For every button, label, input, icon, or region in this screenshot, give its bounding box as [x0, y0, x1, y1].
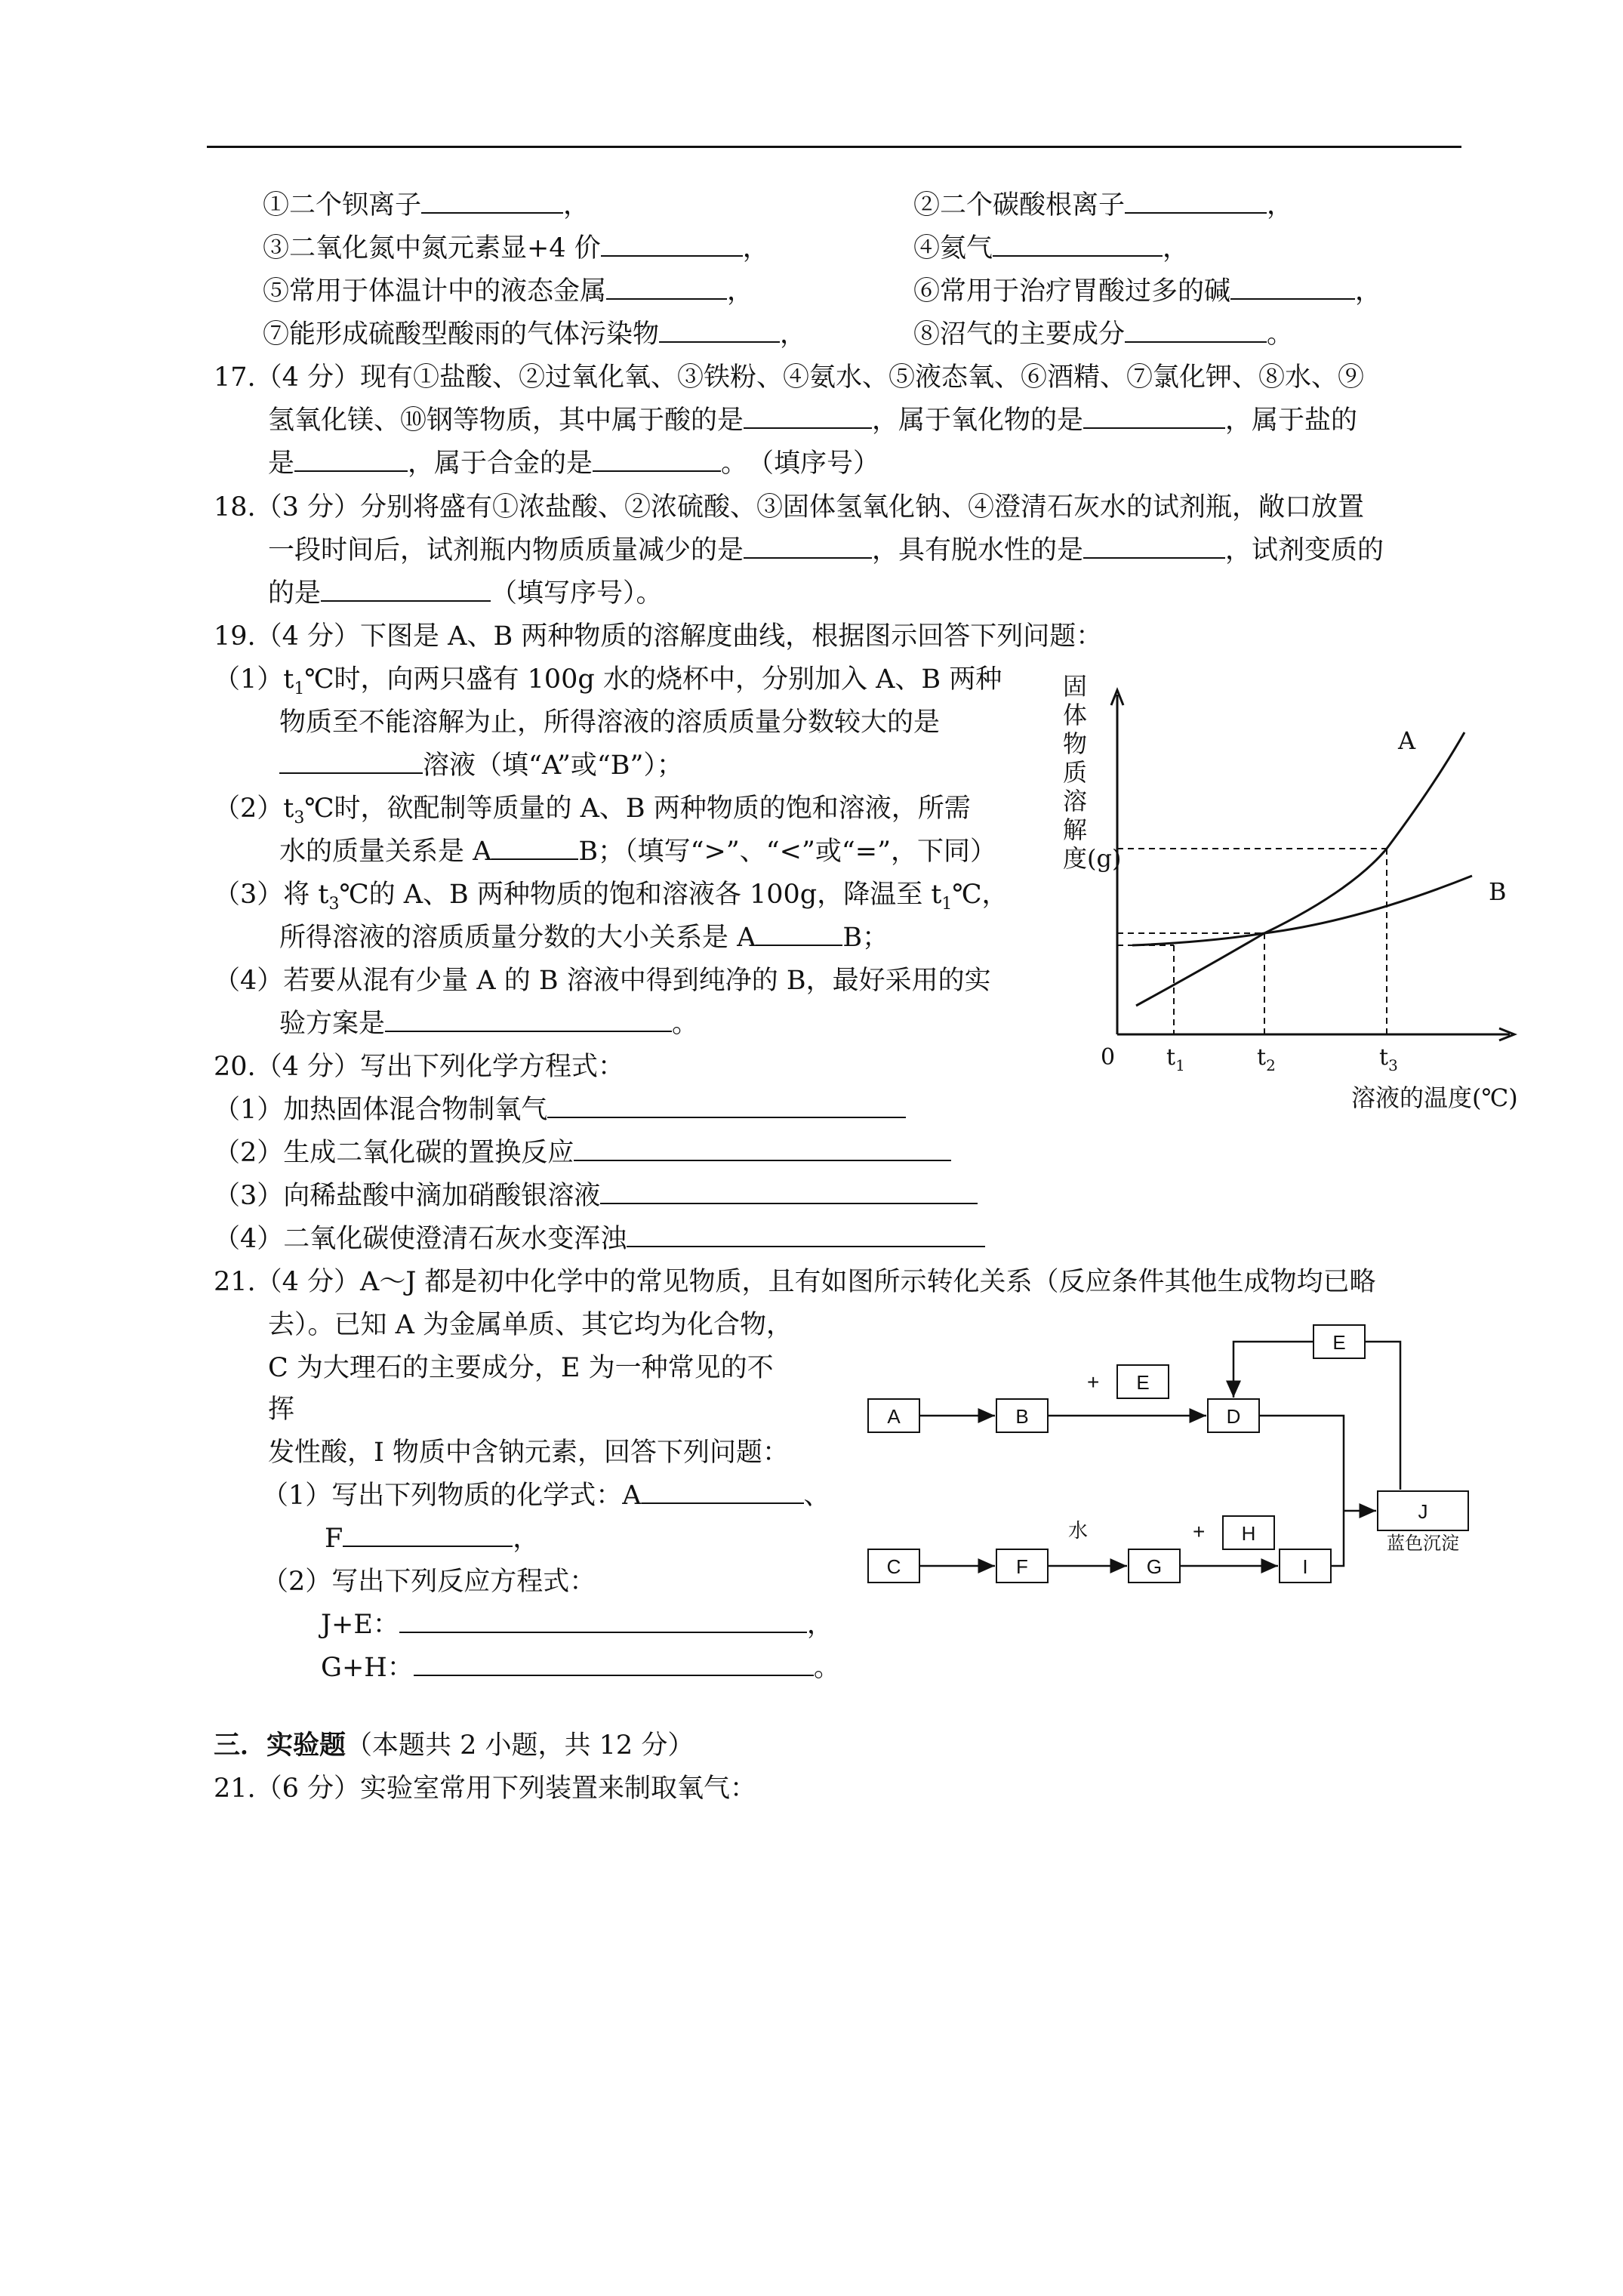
node-label: D [1226, 1405, 1241, 1428]
answer-blank[interactable] [491, 836, 578, 860]
node-e [1117, 1365, 1169, 1398]
node-g [1129, 1549, 1180, 1583]
answer-blank[interactable] [642, 1480, 804, 1504]
q16-item-7: ⑦能形成硫酸型酸雨的气体污染物 ， [263, 319, 807, 350]
answer-blank[interactable] [659, 319, 780, 343]
q17-line-2: 氢氧化镁、⑩钢等物质，其中属于酸的是 ，属于氧化物的是 ，属于盐的 [268, 405, 1358, 436]
solubility-chart [1057, 672, 1555, 1125]
y-axis-label-char: 溶 [1063, 787, 1088, 815]
node-label: H [1241, 1522, 1256, 1545]
y-axis-label-char: 物 [1063, 729, 1088, 758]
q19-part-2: $(2)t_3℃$时，欲配制等质量的 A、B 两种物质的饱和溶液，所需 [214, 794, 971, 827]
q21-line-1: 21.（4 分）A～J 都是初中化学中的常见物质，且有如图所示转化关系（反应条件其他生成物均已略 [214, 1267, 1376, 1297]
q19-part-1c: 溶液（填“A”或“B”）； [279, 749, 683, 782]
q17-line-3: 是 ，属于合金的是 。 （填序号） [268, 448, 880, 479]
node-label: C [886, 1555, 901, 1578]
q20-item-2: （2）生成二氧化碳的置换反应 [214, 1136, 951, 1170]
q21-line-5: 发性酸，I 物质中含钠元素，回答下列问题： [268, 1438, 789, 1468]
y-axis-label-char: 解 [1063, 815, 1088, 844]
q19-part-4: （4）若要从混有少量 A 的 B 溶液中得到纯净的 B，最好采用的实 [214, 966, 991, 996]
q16-item-6: ⑥常用于治疗胃酸过多的碱 ， [913, 276, 1382, 307]
series-B-curve [1132, 876, 1472, 945]
x-tick-label: $t_1$ [1166, 1044, 1185, 1074]
node-a [868, 1399, 919, 1432]
q21-line-7: F ， [325, 1524, 540, 1554]
answer-blank[interactable] [756, 922, 842, 946]
plus-sign: + [1193, 1520, 1206, 1543]
q19-part-1b: 物质至不能溶解为止，所得溶液的溶质质量分数较大的是 [279, 707, 941, 738]
chart-series [1132, 732, 1472, 1006]
node-label: G [1146, 1555, 1163, 1578]
answer-blank[interactable] [600, 1180, 978, 1204]
answer-blank[interactable] [627, 1223, 985, 1247]
node-h [1223, 1516, 1274, 1549]
answer-blank[interactable] [1125, 319, 1267, 343]
origin-label: 0 [1101, 1044, 1116, 1071]
answer-blank[interactable] [1083, 535, 1225, 559]
answer-blank[interactable] [1230, 276, 1355, 300]
node-f [996, 1549, 1048, 1583]
q21b-heading: 21.（6 分）实验室常用下列装置来制取氧气： [214, 1774, 757, 1804]
node-label: E [1136, 1371, 1150, 1394]
q19-part-2b: 水的质量关系是 A B；（填写“>”、“<”或“=”，下同） [279, 837, 996, 867]
q21-line-4: 挥 [268, 1395, 295, 1425]
x-axis-label: 溶液的温度(℃) [1351, 1083, 1518, 1112]
answer-blank[interactable] [993, 233, 1163, 257]
q19-part-3: （3）将 $t_3℃$的 A、B 两种物质的饱和溶液各 100g，降温至 $t_1℃$， [214, 880, 1009, 914]
node-i [1280, 1549, 1331, 1583]
answer-blank[interactable] [593, 448, 721, 472]
node-b [996, 1399, 1048, 1432]
q19-part-1: $(1)t_1℃$时，向两只盛有 100g 水的烧杯中，分别加入 A、B 两种 [214, 664, 1002, 698]
answer-blank[interactable] [414, 1652, 814, 1676]
q18-line-1: 18.（3 分）分别将盛有①浓盐酸、②浓硫酸、③固体氢氧化钠、④澄清石灰水的试剂瓶，敞口放置 [214, 492, 1365, 522]
answer-blank[interactable] [547, 1094, 906, 1118]
answer-blank[interactable] [574, 1137, 951, 1161]
node-label: E [1332, 1331, 1346, 1354]
answer-blank[interactable] [399, 1609, 807, 1633]
answer-blank[interactable] [294, 448, 408, 472]
chart-labels [1063, 672, 1518, 1112]
answer-blank[interactable] [421, 190, 563, 214]
q20-heading: 20.（4 分）写出下列化学方程式： [214, 1052, 625, 1082]
plus-sign: + [1087, 1370, 1100, 1394]
q21-line-2: 去）。已知 A 为金属单质、其它均为化合物， [268, 1310, 793, 1340]
water-label: 水 [1068, 1520, 1089, 1542]
section-3-title: 三．实验题（本题共 2 小题，共 12 分） [214, 1730, 694, 1761]
diagram-nodes [868, 1325, 1468, 1583]
q17-line-1: 17.（4 分）现有①盐酸、②过氧化氧、③铁粉、④氨水、⑤液态氧、⑥酒精、⑦氯化钾、⑧水、⑨ [214, 362, 1365, 393]
q20-item-1: （1）加热固体混合物制氧气 [214, 1093, 906, 1126]
q21-line-10: G+H： 。 [321, 1653, 840, 1683]
arrow-e-d [1233, 1342, 1313, 1398]
node-label: J [1418, 1500, 1428, 1523]
j-caption: 蓝色沉淀 [1387, 1533, 1459, 1554]
x-tick-label: $t_2$ [1257, 1044, 1276, 1074]
answer-blank[interactable] [601, 233, 743, 257]
x-tick-label: $t_3$ [1379, 1044, 1398, 1074]
answer-blank[interactable] [606, 276, 727, 300]
q19-part-4b: 验方案是 。 [279, 1009, 699, 1039]
node-label: F [1016, 1555, 1028, 1578]
series-B-label: B [1489, 877, 1507, 906]
q16-item-4: ④氦气 ， [913, 233, 1190, 264]
chart-axes [1111, 690, 1514, 1040]
q18-line-3: 的是 （填写序号）。 [268, 578, 663, 609]
y-axis-label-char: 度(g) [1063, 844, 1122, 873]
node-label: B [1015, 1405, 1029, 1428]
q21-line-8: （2）写出下列反应方程式： [262, 1567, 596, 1597]
node-label: A [887, 1405, 901, 1428]
y-axis-label-char: 固 [1063, 672, 1088, 701]
q16-item-1: ①二个钡离子 ， [263, 190, 590, 220]
q16-item-3: ③二氧化氮中氮元素显+4 价 ， [263, 233, 769, 264]
answer-blank[interactable] [1125, 190, 1267, 214]
answer-blank[interactable] [744, 405, 872, 429]
y-axis-label-char: 质 [1063, 758, 1088, 787]
node-label: I [1302, 1555, 1308, 1578]
q16-item-5: ⑤常用于体温计中的液态金属 ， [263, 276, 754, 307]
series-A-curve [1136, 732, 1464, 1006]
header-rule [207, 146, 1461, 148]
answer-blank[interactable] [744, 535, 872, 559]
conversion-diagram [861, 1299, 1502, 1616]
q19-heading: 19.（4 分）下图是 A、B 两种物质的溶解度曲线，根据图示回答下列问题： [214, 621, 1103, 652]
node-c [868, 1549, 919, 1583]
node-d [1208, 1399, 1259, 1432]
q16-item-2: ②二个碳酸根离子 ， [913, 190, 1294, 220]
q21-line-6: （1）写出下列物质的化学式：A 、 [262, 1481, 830, 1511]
line-e-j [1365, 1342, 1400, 1490]
answer-blank[interactable] [1083, 405, 1225, 429]
y-axis-label-char: 体 [1063, 701, 1088, 729]
q21-line-3: C 为大理石的主要成分，E 为一种常见的不 [268, 1353, 774, 1383]
q16-item-8: ⑧沼气的主要成分 。 [913, 319, 1294, 350]
q21-line-9: J+E： ， [321, 1610, 833, 1640]
answer-blank[interactable] [321, 578, 491, 602]
q20-item-3: （3）向稀盐酸中滴加硝酸银溶液 [214, 1179, 978, 1213]
q18-line-2: 一段时间后，试剂瓶内物质质量减少的是 ，具有脱水性的是 ，试剂变质的 [268, 535, 1384, 566]
q20-item-4: （4）二氧化碳使澄清石灰水变浑浊 [214, 1222, 985, 1256]
series-A-label: A [1398, 726, 1416, 755]
node-e [1313, 1325, 1365, 1358]
q19-part-3b: 所得溶液的溶质质量分数的大小关系是 A B； [279, 923, 889, 953]
node-j [1378, 1491, 1468, 1530]
answer-blank[interactable] [385, 1008, 672, 1032]
answer-blank[interactable] [343, 1523, 513, 1547]
answer-blank[interactable] [279, 750, 423, 774]
